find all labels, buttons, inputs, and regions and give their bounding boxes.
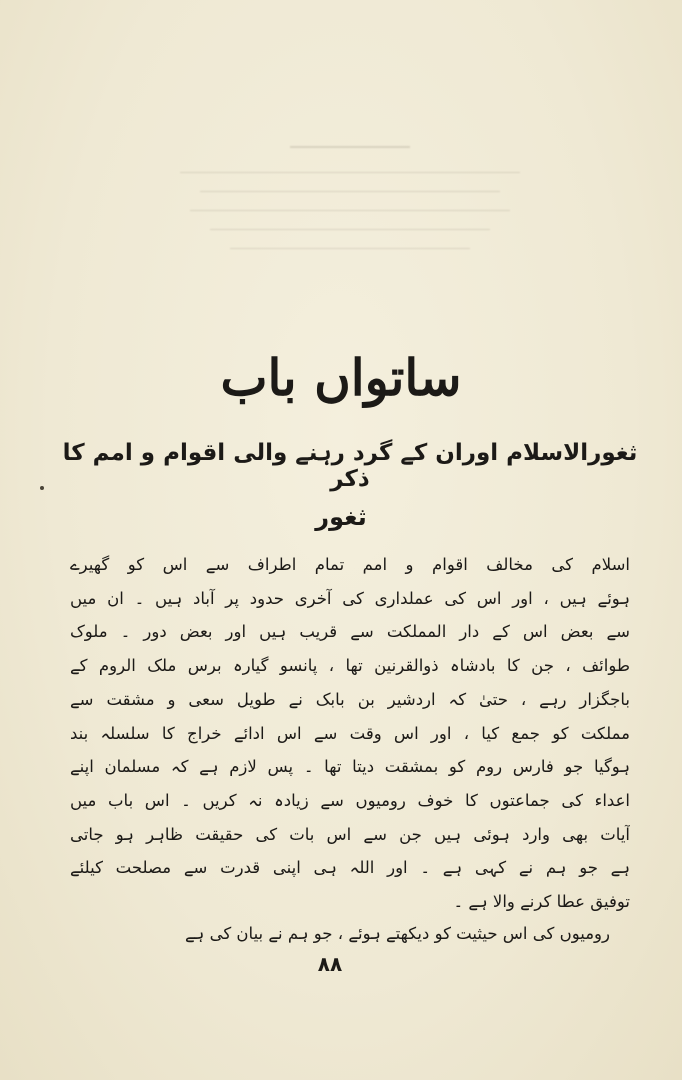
text-line: سے بعض اس کے دار المملکت سے قریب ہیں اور بعض دور ۔ ملوک [70, 622, 630, 642]
chapter-subtitle: ثغورالاسلام اوران کے گرد رہنے والی اقوام و امم کا ذکر [62, 440, 638, 492]
text-line: مملکت کو جمع کیا ، اور اس وقت سے اس ادائے خراج کا سلسلہ بند [70, 723, 630, 743]
text-line: آیات بھی وارد ہوئی ہیں جن سے اس بات کی حقیقت ظاہر ہو جاتی [70, 824, 630, 844]
continuation-line: رومیوں کی اس حیثیت کو دیکھتے ہوئے ، جو ہم نے بیان کی ہے [184, 924, 610, 943]
text-line: ہوئے ہیں ، اور اس کی عملداری کی آخری حدود پر آباد ہیں ۔ ان میں [70, 588, 630, 608]
text-line: طوائف ، جن کا بادشاہ ذوالقرنین تھا ، پانسو گیارہ برس ملک الروم کے [70, 656, 630, 676]
text-line: اسلام کی مخالف اقوام و امم تمام اطراف سے اس کو گھیرے [70, 555, 630, 574]
margin-mark [40, 486, 44, 490]
text-line: ہے جو ہم نے کہی ہے ۔ اور اللہ ہی اپنی قدرت سے مصلحت کیلئے [70, 858, 630, 878]
text-line: توفیق عطا کرنے والا ہے ۔ [453, 892, 630, 912]
chapter-title: ساتواں باب [220, 348, 462, 407]
body-text [70, 548, 630, 919]
section-heading: ثغور [315, 503, 367, 531]
bleed-through-text [170, 120, 530, 310]
text-line: اعداء کی جماعتوں کا خوف رومیوں سے زیادہ نہ کریں ۔ اس باب میں [70, 790, 630, 810]
text-line: ہوگیا جو فارس روم کو بمشقت دیتا تھا ۔ پس لازم ہے کہ مسلمان اپنے [70, 757, 630, 777]
text-line: باجگزار رہے ، حتیٰ کہ اردشیر بن بابک نے طویل سعی و مشقت سے [70, 689, 630, 709]
page-number: ٨٨ [317, 952, 343, 976]
